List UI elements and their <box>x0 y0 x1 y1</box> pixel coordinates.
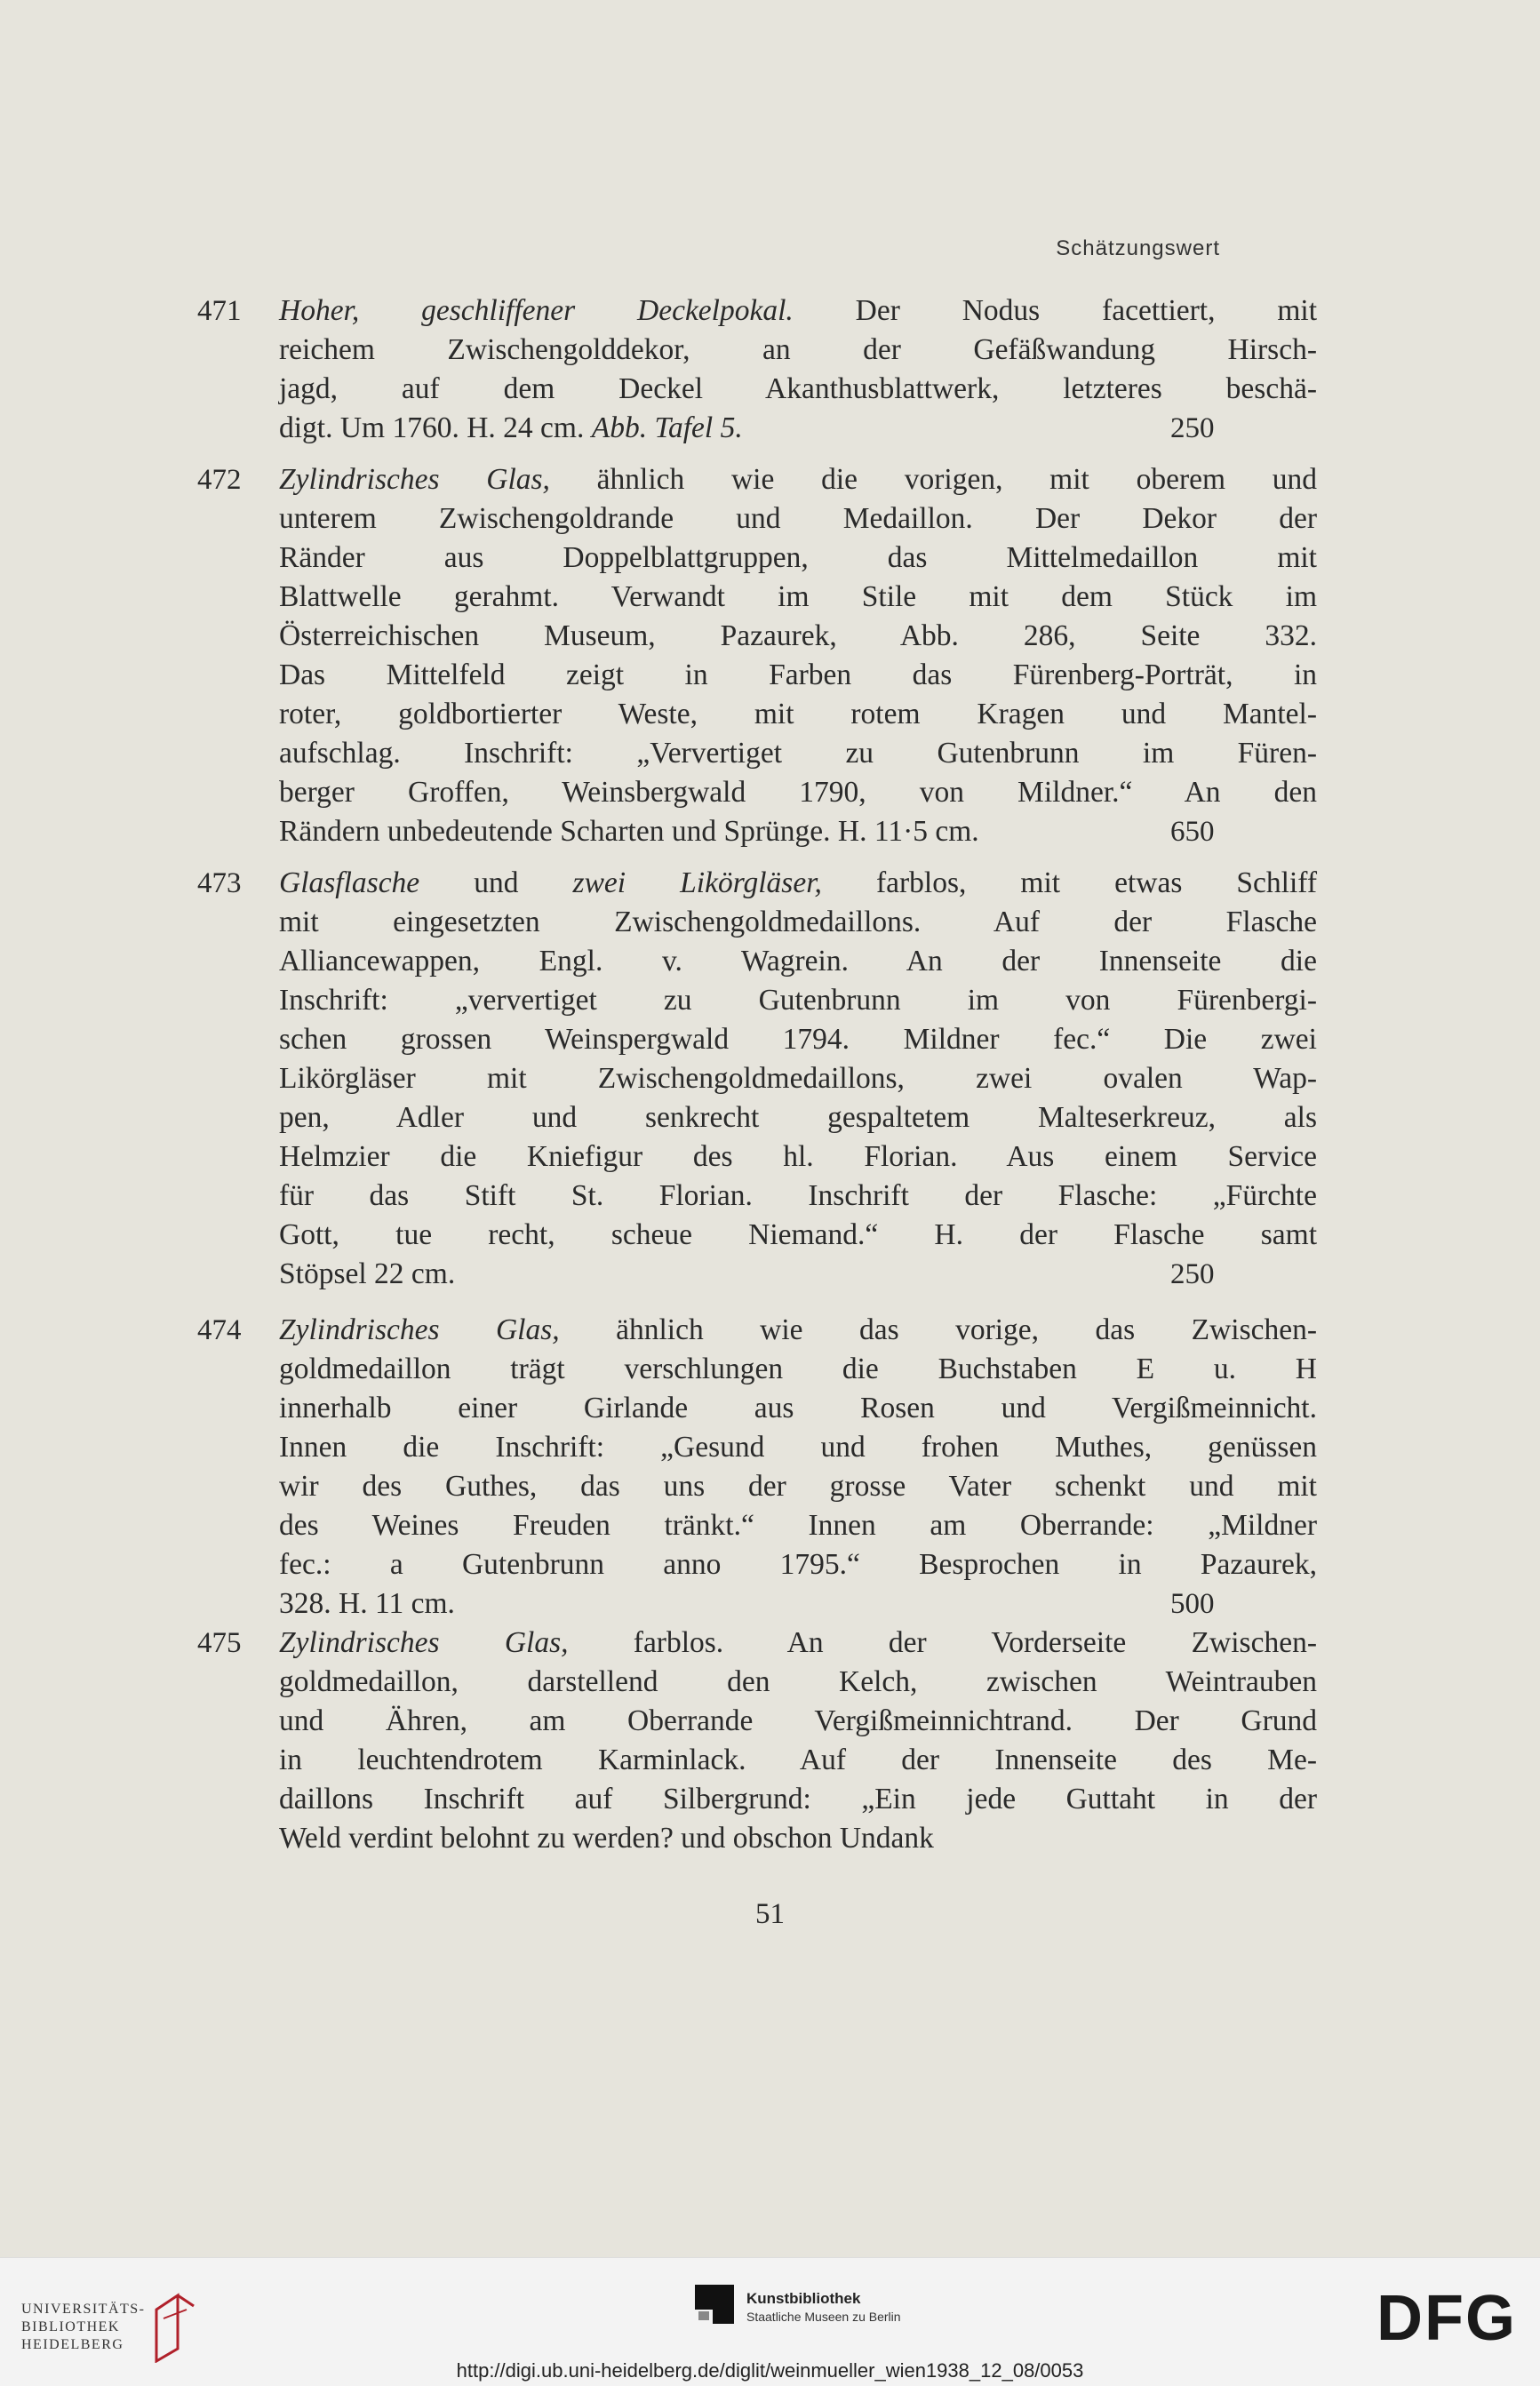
text-line <box>279 1350 1317 1389</box>
column-header: Schätzungswert <box>1056 236 1220 260</box>
text-line <box>279 1216 1317 1255</box>
entry-price: 500 <box>1170 1588 1215 1620</box>
text-line <box>279 1819 1317 1858</box>
text-line <box>279 1389 1317 1428</box>
text-run: wir des Guthes, das uns der grosse Vater schenkt und mit <box>279 1470 1317 1503</box>
page-number: 51 <box>755 1898 785 1930</box>
text-line <box>279 1584 1317 1624</box>
text-line <box>279 1506 1317 1545</box>
entry-number: 471 <box>197 295 242 327</box>
text-run: goldmedaillon, darstellend den Kelch, zwischen Weintrauben <box>279 1665 1317 1698</box>
entry-price: 250 <box>1170 412 1215 444</box>
text-line <box>279 1624 1317 1663</box>
italic-title: Hoher, geschliffener Deckelpokal. <box>279 294 794 327</box>
text-run: für das Stift St. Florian. Inschrift der Flasche: „Fürchte <box>279 1179 1317 1212</box>
text-line <box>279 1098 1317 1137</box>
text-line <box>279 1702 1317 1741</box>
text-run: mit eingesetzten Zwischengoldmedaillons. Auf der Flasche <box>279 906 1317 938</box>
text-run: innerhalb einer Girlande aus Rosen und Vergißmeinnicht. <box>279 1392 1317 1424</box>
entry-price: 250 <box>1170 1258 1215 1290</box>
text-line <box>279 1428 1317 1467</box>
entry-text <box>279 864 1317 1294</box>
text-run: ähnlich wie das vorige, das Zwischen- <box>559 1313 1317 1346</box>
text-run: Rändern unbedeutende Scharten und Sprünge. H. 11·5 cm. <box>279 815 979 848</box>
text-line <box>279 578 1317 617</box>
text-run: des Weines Freuden tränkt.“ Innen am Oberrande: „Mildner <box>279 1509 1317 1542</box>
entry-number: 473 <box>197 867 242 899</box>
text-line <box>279 812 1317 851</box>
text-run: in leuchtendrotem Karminlack. Auf der Innenseite des Me- <box>279 1744 1317 1776</box>
text-line <box>279 1545 1317 1584</box>
text-run: farblos. An der Vorderseite Zwischen- <box>568 1626 1317 1659</box>
kunstbibliothek-mark-icon <box>695 2285 734 2324</box>
text-line <box>279 331 1317 370</box>
permalink-url[interactable]: http://digi.ub.uni-heidelberg.de/diglit/weinmueller_wien1938_12_08/0053 <box>456 2359 1084 2382</box>
text-run: goldmedaillon trägt verschlungen die Buchstaben E u. H <box>279 1353 1317 1385</box>
text-run: fec.: a Gutenbrunn anno 1795.“ Besprochen in Pazaurek, <box>279 1548 1317 1581</box>
text-line <box>279 773 1317 812</box>
text-run: daillons Inschrift auf Silbergrund: „Ein jede Guttaht in der <box>279 1783 1317 1815</box>
footer-bar <box>0 2257 1540 2386</box>
ub-heidelberg-logo[interactable] <box>21 2292 199 2354</box>
text-line <box>279 1663 1317 1702</box>
text-line <box>279 409 1317 448</box>
text-run: Innen die Inschrift: „Gesund und frohen Muthes, genüssen <box>279 1431 1317 1464</box>
text-line <box>279 734 1317 773</box>
text-run: Ränder aus Doppelblattgruppen, das Mittelmedaillon mit <box>279 541 1317 574</box>
text-line <box>279 981 1317 1020</box>
text-run: unterem Zwischengoldrande und Medaillon. Der Dekor der <box>279 502 1317 535</box>
italic-title: Zylindrisches Glas, <box>279 463 550 496</box>
text-run: pen, Adler und senkrecht gespaltetem Malteserkreuz, als <box>279 1101 1317 1134</box>
text-run: Alliancewappen, Engl. v. Wagrein. An der Innenseite die <box>279 945 1317 978</box>
text-line <box>279 1059 1317 1098</box>
text-run: 328. H. 11 cm. <box>279 1587 455 1620</box>
text-run: farblos, mit etwas Schliff <box>821 866 1318 899</box>
entry-text <box>279 460 1317 851</box>
text-run: Likörgläser mit Zwischengoldmedaillons, zwei ovalen Wap- <box>279 1062 1317 1095</box>
italic-title: Abb. Tafel 5. <box>591 411 743 444</box>
text-line <box>279 617 1317 656</box>
text-run: Blattwelle gerahmt. Verwandt im Stile mit dem Stück im <box>279 580 1317 613</box>
entry-text <box>279 291 1317 448</box>
text-line <box>279 1467 1317 1506</box>
text-run: Österreichischen Museum, Pazaurek, Abb. 286, Seite 332. <box>279 619 1317 652</box>
text-line <box>279 1177 1317 1216</box>
text-run: Gott, tue recht, scheue Niemand.“ H. der Flasche samt <box>279 1218 1317 1251</box>
text-run: aufschlag. Inschrift: „Ververtiget zu Gutenbrunn im Füren- <box>279 737 1317 770</box>
text-run: und <box>419 866 573 899</box>
entry-price: 650 <box>1170 816 1215 848</box>
text-run: jagd, auf dem Deckel Akanthusblattwerk, letzteres beschä- <box>279 372 1317 405</box>
text-run: schen grossen Weinspergwald 1794. Mildner fec.“ Die zwei <box>279 1023 1317 1056</box>
entry-number: 472 <box>197 464 242 496</box>
text-run: Weld verdint belohnt zu werden? und obschon Undank <box>279 1822 934 1855</box>
text-run: Helmzier die Kniefigur des hl. Florian. Aus einem Service <box>279 1140 1317 1173</box>
text-line <box>279 1311 1317 1350</box>
text-line <box>279 903 1317 942</box>
text-run: digt. Um 1760. H. 24 cm. <box>279 411 592 444</box>
text-line <box>279 291 1317 331</box>
text-line <box>279 864 1317 903</box>
text-run: Stöpsel 22 cm. <box>279 1257 456 1290</box>
text-line <box>279 656 1317 695</box>
text-run: ähnlich wie die vorigen, mit oberem und <box>549 463 1317 496</box>
entry-text <box>279 1624 1317 1858</box>
entry-number: 474 <box>197 1314 242 1346</box>
text-run: Inschrift: „ververtiget zu Gutenbrunn im von Fürenbergi- <box>279 984 1317 1017</box>
text-line <box>279 499 1317 539</box>
text-line <box>279 1137 1317 1177</box>
text-run: roter, goldbortierter Weste, mit rotem Kragen und Mantel- <box>279 698 1317 730</box>
text-run: und Ähren, am Oberrande Vergißmeinnichtrand. Der Grund <box>279 1704 1317 1737</box>
text-line <box>279 1780 1317 1819</box>
kb-title: Kunstbibliothek <box>746 2290 861 2307</box>
entry-number: 475 <box>197 1627 242 1659</box>
text-line <box>279 370 1317 409</box>
text-run: Das Mittelfeld zeigt in Farben das Fürenberg-Porträt, in <box>279 658 1317 691</box>
text-line <box>279 460 1317 499</box>
dfg-logo[interactable]: DFG <box>1376 2283 1517 2354</box>
text-line <box>279 1020 1317 1059</box>
text-line <box>279 695 1317 734</box>
text-line <box>279 539 1317 578</box>
text-line <box>279 1255 1317 1294</box>
text-line <box>279 942 1317 981</box>
text-run: reichem Zwischengolddekor, an der Gefäßwandung Hirsch- <box>279 333 1317 366</box>
ub-bookmark-icon <box>151 2292 201 2363</box>
italic-title: zwei Likörgläser, <box>572 866 822 899</box>
italic-title: Glasflasche <box>279 866 420 899</box>
ub-logo-text: UNIVERSITÄTS- BIBLIOTHEK HEIDELBERG <box>21 2302 146 2352</box>
text-run: berger Groffen, Weinsbergwald 1790, von Mildner.“ An den <box>279 776 1317 809</box>
kb-subtitle: Staatliche Museen zu Berlin <box>746 2310 901 2324</box>
text-run: Der Nodus facettiert, mit <box>793 294 1317 327</box>
italic-title: Zylindrisches Glas, <box>279 1313 560 1346</box>
italic-title: Zylindrisches Glas, <box>279 1626 569 1659</box>
text-line <box>279 1741 1317 1780</box>
entry-text <box>279 1311 1317 1624</box>
